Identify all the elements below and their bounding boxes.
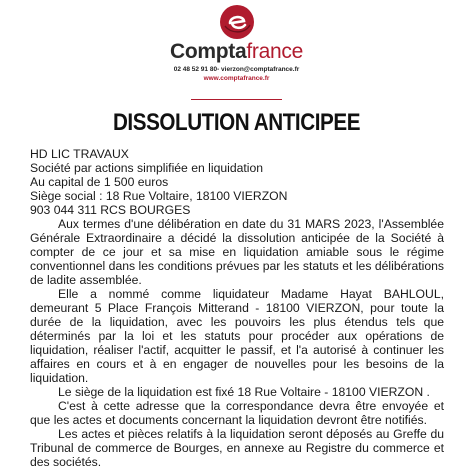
paragraph-liquidator: Elle a nommé comme liquidateur Madame Hayat BAHLOUL, demeurant 5 Place François Mitterand - 18100 VIERZON, pour toute la durée de la liquidation, avec les pouvoirs les plus étendus tels que déterminés par la loi et les statuts pour procéder aux opérations de liquidation, réaliser l'actif, acquitter le passif, et l'a autorisé à continuer les affaires en cours et à en engager de nouvelles pour les besoins de la liquidation. bbox=[30, 287, 444, 385]
brand-light: france bbox=[246, 40, 303, 63]
legal-notice-body bbox=[30, 147, 444, 469]
brand-wordmark bbox=[0, 41, 473, 63]
website-link[interactable]: www.comptafrance.fr bbox=[203, 75, 270, 82]
company-capital: Au capital de 1 500 euros bbox=[30, 175, 169, 189]
company-form: Société par actions simplifiée en liquidation bbox=[30, 161, 264, 175]
paragraph-filing: Les actes et pièces relatifs à la liquidation seront déposés au Greffe du Tribunal de commerce de Bourges, en annexe au Registre du commerce et des sociétés. bbox=[30, 427, 444, 469]
paragraph-correspondence: C'est à cette adresse que la correspondance devra être envoyée et que les actes et documents concernant la liquidation devront être notifiés. bbox=[30, 399, 444, 427]
company-address: Siège social : 18 Rue Voltaire, 18100 VIERZON bbox=[30, 189, 288, 203]
paragraph-seat: Le siège de la liquidation est fixé 18 Rue Voltaire - 18100 VIERZON . bbox=[58, 385, 430, 399]
compta-e-logo-icon bbox=[219, 4, 255, 40]
header bbox=[0, 4, 473, 83]
brand-bold: Compta bbox=[170, 40, 247, 63]
header-divider bbox=[191, 99, 282, 100]
company-name: HD LIC TRAVAUX bbox=[30, 147, 129, 161]
company-rcs: 903 044 311 RCS BOURGES bbox=[30, 203, 191, 217]
contact-line: 02 48 52 91 80- vierzon@comptafrance.fr bbox=[173, 66, 300, 73]
notice-title: DISSOLUTION ANTICIPEE bbox=[112, 109, 361, 136]
paragraph-deliberation: Aux termes d'une délibération en date du 31 MARS 2023, l'Assemblée Générale Extraordinaire a décidé la dissolution anticipée de la Société à compter de ce jour et sa mise en liquidation amiable sous le régime conventionnel dans les conditions prévues par les statuts et les délibérations de ladite assemblée. bbox=[30, 217, 444, 287]
